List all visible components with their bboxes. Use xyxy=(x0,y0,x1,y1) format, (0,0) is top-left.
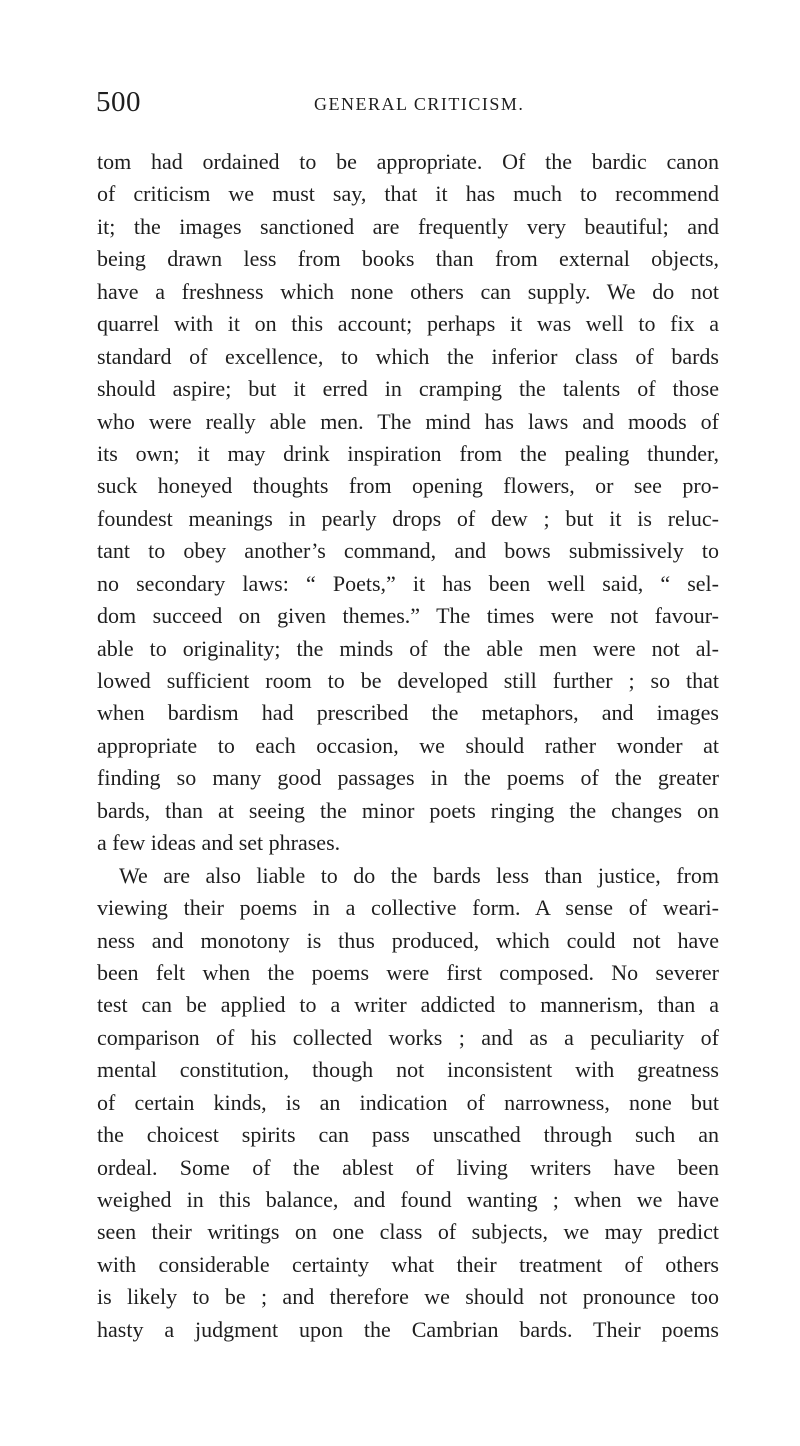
text-line: with considerable certainty what their treatment of others xyxy=(97,1251,719,1277)
text-line: when bardism had prescribed the metaphors, and images xyxy=(97,700,719,726)
text-line: is likely to be ; and therefore we should not pronounce too xyxy=(97,1284,719,1310)
page-number: 500 xyxy=(96,86,141,118)
text-line: the choicest spirits can pass unscathed through such an xyxy=(97,1122,719,1148)
text-line: of criticism we must say, that it has much to recommend xyxy=(97,181,719,207)
text-line: ness and monotony is thus produced, which could not have xyxy=(97,927,719,953)
text-line: suck honeyed thoughts from opening flowers, or see pro- xyxy=(97,473,719,499)
text-line: tom had ordained to be appropriate. Of the bardic canon xyxy=(97,149,719,174)
text-line: its own; it may drink inspiration from the pealing thunder, xyxy=(97,440,719,466)
text-line: should aspire; but it erred in cramping the talents of those xyxy=(97,376,719,402)
text-line: ordeal. Some of the ablest of living writers have been xyxy=(97,1154,719,1180)
text-line: hasty a judgment upon the Cambrian bards. Their poems xyxy=(97,1316,719,1342)
text-line: who were really able men. The mind has laws and moods of xyxy=(97,408,719,434)
text-line: quarrel with it on this account; perhaps it was well to fix a xyxy=(97,311,719,337)
text-line: lowed sufficient room to be developed still further ; so that xyxy=(97,668,719,693)
paragraph-start-line: We are also liable to do the bards less than justice, from xyxy=(119,862,719,888)
text-line: no secondary laws: “ Poets,” it has been well said, “ sel- xyxy=(97,570,719,596)
text-line: comparison of his collected works ; and as a peculiarity of xyxy=(97,1024,719,1050)
text-line: finding so many good passages in the poems of the greater xyxy=(97,765,719,791)
text-line: being drawn less from books than from external objects, xyxy=(97,246,719,272)
text-line: foundest meanings in pearly drops of dew ; but it is reluc- xyxy=(97,505,719,531)
body-text xyxy=(97,146,719,1346)
text-line: have a freshness which none others can supply. We do not xyxy=(97,278,719,304)
text-line: seen their writings on one class of subjects, we may predict xyxy=(97,1219,719,1245)
text-line: it; the images sanctioned are frequently very beautiful; and xyxy=(97,213,719,239)
text-line: test can be applied to a writer addicted to mannerism, than a xyxy=(97,992,719,1018)
text-line: standard of excellence, to which the inferior class of bards xyxy=(97,343,719,369)
running-head: GENERAL CRITICISM. xyxy=(314,94,525,114)
text-line: weighed in this balance, and found wanting ; when we have xyxy=(97,1187,719,1212)
text-line: of certain kinds, is an indication of narrowness, none but xyxy=(97,1089,719,1115)
text-line: dom succeed on given themes.” The times were not favour- xyxy=(97,603,719,629)
page-header xyxy=(96,86,720,126)
text-line: tant to obey another’s command, and bows submissively to xyxy=(97,538,719,564)
text-line: viewing their poems in a collective form. A sense of weari- xyxy=(97,895,719,921)
paragraph-end-line: a few ideas and set phrases. xyxy=(97,830,341,856)
text-line: appropriate to each occasion, we should rather wonder at xyxy=(97,732,719,758)
text-line: able to originality; the minds of the able men were not al- xyxy=(97,635,719,661)
text-line: mental constitution, though not inconsistent with greatness xyxy=(97,1057,719,1083)
text-line: been felt when the poems were first composed. No severer xyxy=(97,959,719,985)
text-line: bards, than at seeing the minor poets ringing the changes on xyxy=(97,797,719,823)
